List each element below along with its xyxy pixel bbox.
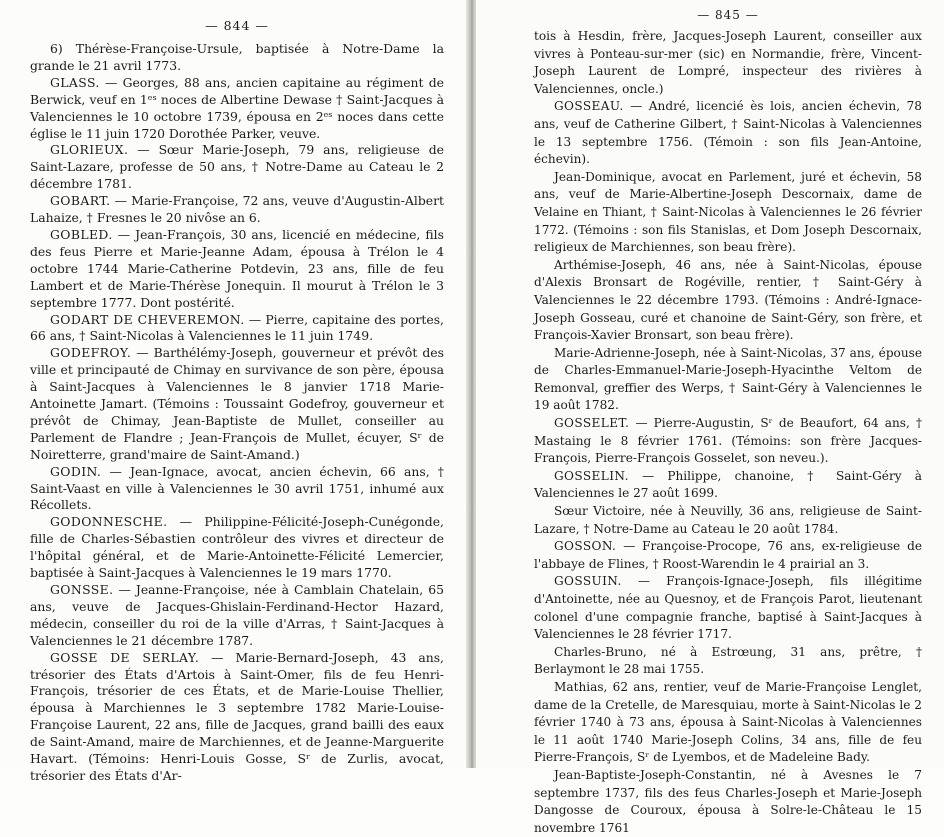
entry-gobled: GOBLED. — Jean-François, 30 ans, licencié en médecine, fils des feus Pierre et Marie-Jeanne Adam, épousa à Trélon le 4 octobre 1744 Marie-Catherine Potdevin, 23 ans, fille de feu Lambert et de Marie-Thérèse Jonequin. Il mourut à Trélon le 3 septembre 1777. Dont postérité. bbox=[30, 226, 444, 310]
entry-godefroy: GODEFROY. — Barthélémy-Joseph, gouverneur et prévôt des ville et principauté de Chimay en survivance de son père, épousa à Saint-Jacques à Valenciennes le 8 janvier 1718 Marie-Antoinette Jamart. (Témoins : Toussaint Godefroy, gouverneur et prévôt de Chimay, Jean-Baptiste de Mullet, conseiller au Parlement de Flandre ; Jean-François de Mullet, écuyer, Sʳ de Noiretterre, grand'maire de Saint-Amand.) bbox=[30, 345, 444, 462]
entry-glass-thérèse-continuation: 6) Thérèse-Françoise-Ursule, baptisée à Notre-Dame la grande le 21 avril 1773. bbox=[30, 41, 444, 73]
entry-glorieux: GLORIEUX. — Sœur Marie-Joseph, 79 ans, religieuse de Saint-Lazare, professe de 50 ans, † Notre-Dame au Cateau le 2 décembre 1781. bbox=[30, 142, 444, 192]
page-number-left: — 844 — bbox=[205, 18, 269, 33]
entry-godin: GODIN. — Jean-Ignace, avocat, ancien échevin, 66 ans, † Saint-Vaast en ville à Valenciennes le 30 avril 1751, inhumé aux Récollets. bbox=[30, 463, 444, 513]
entry-gosseau-marie-adrienne: Marie-Adrienne-Joseph, née à Saint-Nicolas, 37 ans, épouse de Charles-Emmanuel-Marie-Joseph-Hyacinthe Veltom de Remonval, greffier des Werps, † Saint-Géry à Valenciennes le 19 août 1782. bbox=[534, 345, 922, 413]
entry-gonsse: GONSSE. — Jeanne-Françoise, née à Camblain Chatelain, 65 ans, veuve de Jacques-Ghislain-Ferdinand-Hector Hazard, médecin, conseiller du roi de la ville d'Arras, † Saint-Jacques à Valenciennes le 21 décembre 1787. bbox=[30, 582, 444, 648]
entry-gosselet: GOSSELET. — Pierre-Augustin, Sʳ de Beaufort, 64 ans, † Mastaing le 8 février 1761. (Témoins: son frère Jacques-François, Pierre-François Gosselet, son neveu.). bbox=[534, 416, 922, 466]
entry-gosselin-victoire: Sœur Victoire, née à Neuvilly, 36 ans, religieuse de Saint-Lazare, † Notre-Dame au Cateau le 20 août 1784. bbox=[534, 504, 922, 536]
entry-godart: GODART DE CHEVEREMON. — Pierre, capitaine des portes, 66 ans, † Saint-Nicolas à Valenciennes le 11 juin 1749. bbox=[30, 311, 444, 344]
entry-gosseau-jean-dominique: Jean-Dominique, avocat en Parlement, juré et échevin, 58 ans, veuf de Marie-Albertine-Joseph Descornaix, dame de Velaine en Thiant, † Saint-Nicolas à Valenciennes le 26 février 1772. (Témoins : son fils Stanislas, et Dom Joseph Descornaix, religieux de Marchiennes, son beau frère). bbox=[534, 169, 922, 255]
entry-gossuin: GOSSUIN. — François-Ignace-Joseph, fils illégitime d'Antoinette, née au Quesnoy, et de François Parot, lieutenant colonel d'une compagnie franche, baptisé à Saint-Jacques à Valenciennes le 28 février 1717. bbox=[534, 574, 922, 642]
entry-godonnesche: GODONNESCHE. — Philippine-Félicité-Joseph-Cunégonde, fille de Charles-Sébastien contrôleur des vivres et directeur de l'hôpital général, et de Marie-Antoinette-Félicité Lemercier, baptisée à Saint-Jacques à Valenciennes le 19 mars 1770. bbox=[30, 514, 444, 581]
entry-gossuin-jean-baptiste: Jean-Baptiste-Joseph-Constantin, né à Avesnes le 7 septembre 1737, fils des feus Charles-Joseph et Marie-Joseph Dangosse de Couroux, épousa à Solre-le-Château le 15 novembre 1761 bbox=[534, 767, 922, 835]
right-page bbox=[476, 0, 944, 835]
entry-gossuin-charles-bruno: Charles-Bruno, né à Estrœung, 31 ans, prêtre, † Berlaymont le 28 mai 1755. bbox=[534, 644, 922, 677]
entry-gosse-de-serlay: GOSSE DE SERLAY. — Marie-Bernard-Joseph, 43 ans, trésorier des États d'Artois à Saint-Omer, fils de feu Henri-François, trésorier de ces États, et de Marie-Louise Thellier, épousa à Marchiennes le 3 septembre 1782 Marie-Louise-Françoise Laurent, 22 ans, fille de Jacques, grand bailli des eaux de Saint-Amand, maire de Marchiennes, et de Jeanne-Marguerite Havart. (Témoins: Henri-Louis Gosse, Sʳ de Zurlis, avocat, trésorier des États d'Ar- bbox=[30, 649, 444, 783]
entry-gosse-continuation: tois à Hesdin, frère, Jacques-Joseph Laurent, conseiller aux vivres à Ponteau-sur-mer (sic) en Normandie, frère, Vincent-Joseph Laurent de Lompré, inspecteur des rivières à Valenciennes, oncle.) bbox=[534, 29, 922, 96]
entry-gosseau-arthemise: Arthémise-Joseph, 46 ans, née à Saint-Nicolas, épouse d'Alexis Bronsart de Rogéville, rentier, † Saint-Géry à Valenciennes le 22 décembre 1793. (Témoins : André-Ignace-Joseph Gosseau, curé et chanoine de Saint-Géry, son frère, et François-Xavier Bronsart, son beau frère). bbox=[534, 257, 922, 343]
entry-gosselin: GOSSELIN. — Philippe, chanoine, † Saint-Géry à Valenciennes le 27 août 1699. bbox=[534, 468, 922, 501]
left-page bbox=[0, 0, 468, 783]
entry-gosson: GOSSON. — Françoise-Procope, 76 ans, ex-religieuse de l'abbaye de Flines, † Roost-Warendin le 4 prairial an 3. bbox=[534, 539, 922, 571]
entry-glass: GLASS. — Georges, 88 ans, ancien capitaine au régiment de Berwick, veuf en 1ᵉˢ noces de Albertine Dewase † Saint-Jacques à Valenciennes le 10 octobre 1739, épousa en 2ᵉˢ noces dans cette église le 11 juin 1720 Dorothée Parker, veuve. bbox=[30, 74, 444, 141]
entry-gossuin-mathias: Mathias, 62 ans, rentier, veuf de Marie-Françoise Lenglet, dame de la Cretelle, de Maresquiau, morte à Saint-Nicolas le 2 février 1740 à 73 ans, épousa à Saint-Nicolas à Valenciennes le 11 août 1740 Marie-Joseph Colins, 34 ans, fille de feu Pierre-François, Sʳ de Lyembos, et de Madeleine Bady. bbox=[534, 679, 922, 765]
entry-gobart: GOBART. — Marie-Françoise, 72 ans, veuve d'Augustin-Albert Lahaize, † Fresnes le 20 nivôse an 6. bbox=[30, 193, 444, 226]
page-number-right: — 845 — bbox=[697, 8, 759, 22]
entry-gosseau: GOSSEAU. — André, licencié ès lois, ancien échevin, 78 ans, veuf de Catherine Gilbert, † Saint-Nicolas à Valenciennes le 13 septembre 1756. (Témoin : son fils Jean-Antoine, échevin). bbox=[534, 99, 922, 167]
